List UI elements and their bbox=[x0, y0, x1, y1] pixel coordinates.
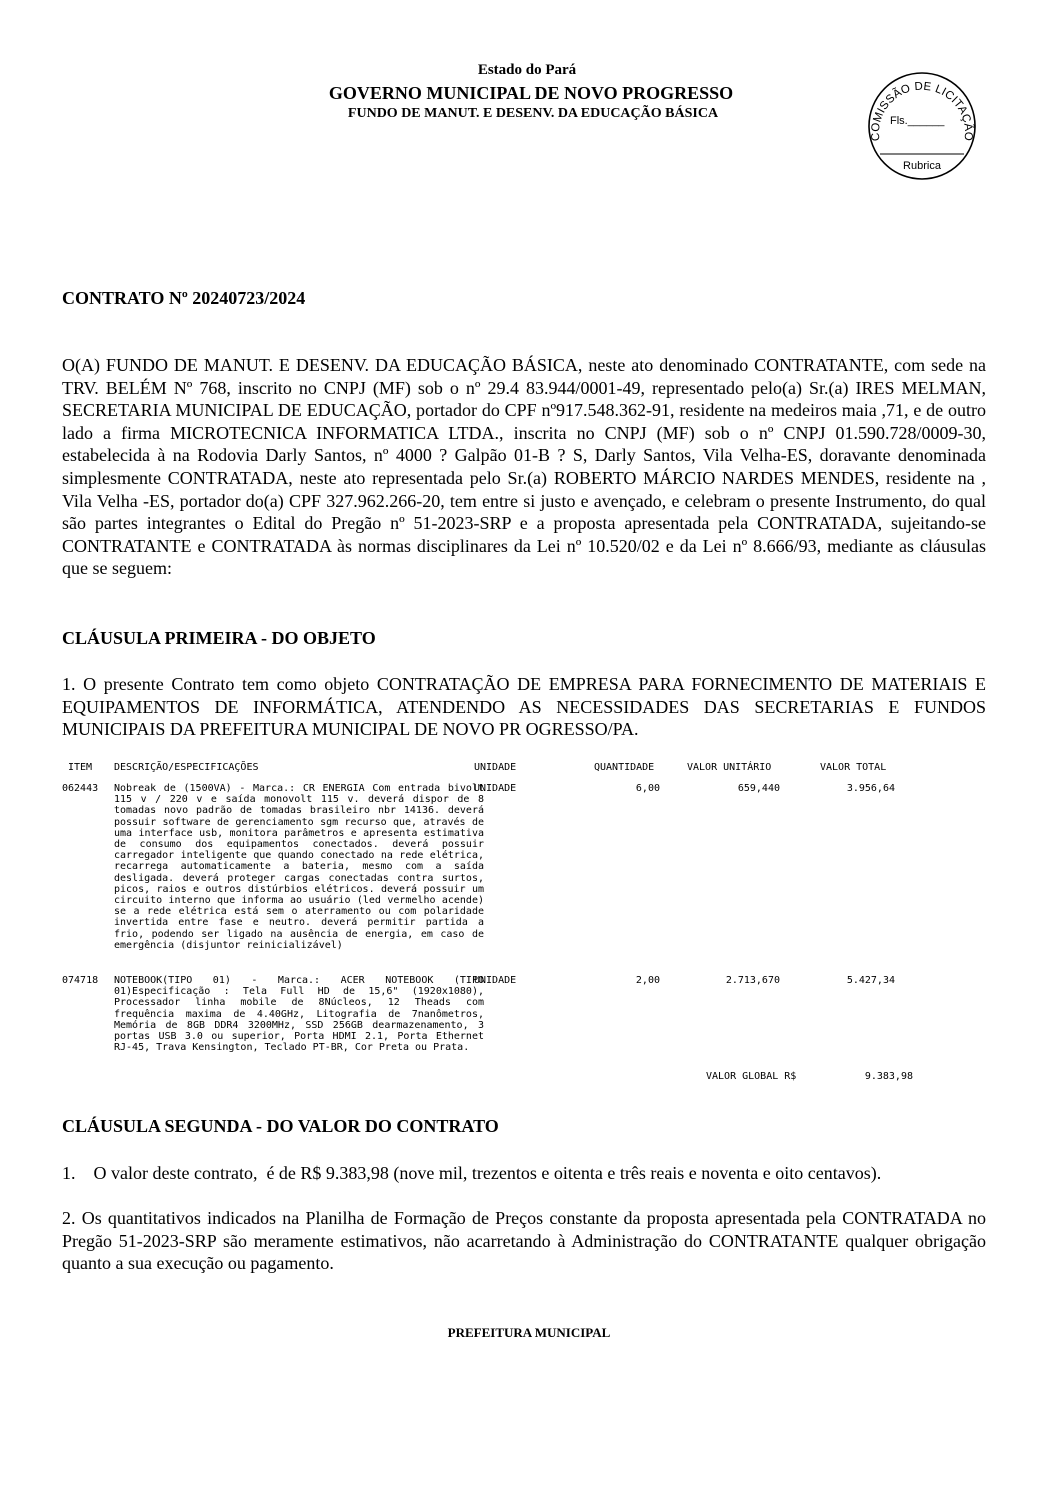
row-item-code: 062443 bbox=[62, 783, 99, 794]
col-header-total: VALOR TOTAL bbox=[820, 762, 887, 773]
svg-text:COMISSÃO DE LICITAÇÃO bbox=[870, 81, 975, 142]
col-header-unit: UNIDADE bbox=[474, 762, 517, 773]
row-description: Nobreak de (1500VA) - Marca.: CR ENERGIA Com entrada bivolt 115 v / 220 v e saída monovolt 115 v. deverá dispor de 8 tomadas novo padrão de tomadas brasileiro nbr 14136. deverá possuir software de gerenciamento sgm recurso que, através de uma interface usb, monitora parâmetros e apresenta estimativa de consumo dos equipamentos conectados. deverá possuir carregador inteligente que quando conectado na rede elétrica, recarrega automaticamente a bateria, mesmo com a saída desligada. deverá proteger cargas conectadas contra surtos, picos, raios e outros distúrbios elétricos. deverá possuir um circuito interno que informa ao usuário (led vermelho acende) se a rede elétrica está sem o aterramento ou com polaridade invertida entre fase e neutro. deverá permitir partida a frio, podendo ser ligado na ausência de energia, em caso de emergência (disjuntor reinicializável) bbox=[114, 783, 484, 951]
stamp-fls-label: Fls.______ bbox=[890, 115, 945, 127]
col-header-item: ITEM bbox=[68, 762, 93, 773]
page-footer: PREFEITURA MUNICIPAL bbox=[447, 1325, 611, 1340]
intro-paragraph: O(A) FUNDO DE MANUT. E DESENV. DA EDUCAÇÃO BÁSICA, neste ato denominado CONTRATANTE, com sede na TRV. BELÉM Nº 768, inscrito no CNPJ (MF) sob o nº 29.4 83.944/0001-49, representado pelo(a) Sr.(a) IRES MELMAN, SECRETARIA MUNICIPAL DE EDUCAÇÃO, portador do CPF nº917.548.362-91, residente na medeiros maia ,71, e de outro lado a firma MICROTECNICA INFORMATICA LTDA., inscrita no CNPJ (MF) sob o nº CNPJ 01.590.728/0009-30, estabelecida à na Rodovia Darly Santos, nº 4000 ? Galpão 01-B ? S, Darly Santos, Vila Velha-ES, doravante denominada simplesmente CONTRATADA, neste ato representada pelo Sr.(a) ROBERTO MÁRCIO NARDES MENDES, residente na , Vila Velha -ES, portador do(a) CPF 327.962.266-20, tem entre si justo e avençado, e celebram o presente Instrumento, do qual são partes integrantes o Edital do Pregão nº 51-2023-SRP e a proposta apresentada pela CONTRATADA, sujeitando-se CONTRATANTE e CONTRATADA às normas disciplinares da Lei nº 10.520/02 e da Lei nº 8.666/93, mediante as cláusulas que se seguem: bbox=[62, 355, 986, 579]
clause2-paragraph-2: 2. Os quantitativos indicados na Planilha de Formação de Preços constante da proposta apresentada pela CONTRATADA no Pregão 51-2023-SRP são meramente estimativos, não acarretando à Administração do CONTRATANTE qualquer obrigação quanto a sua execução ou pagamento. bbox=[62, 1208, 986, 1274]
row-quantity: 6,00 bbox=[635, 783, 660, 794]
row-item-code: 074718 bbox=[62, 975, 99, 986]
global-value-label: VALOR GLOBAL R$ bbox=[706, 1071, 797, 1082]
header-government: GOVERNO MUNICIPAL DE NOVO PROGRESSO bbox=[328, 83, 734, 103]
row-unit: UNIDADE bbox=[474, 975, 517, 986]
row-total: 5.427,34 bbox=[846, 975, 895, 986]
stamp-ring-text: COMISSÃO DE LICITAÇÃO bbox=[869, 80, 975, 142]
header-fund: FUNDO DE MANUT. E DESENV. DA EDUCAÇÃO BÁSICA bbox=[347, 106, 719, 121]
clause2-paragraph-1: 1. O valor deste contrato, é de R$ 9.383,98 (nove mil, trezentos e oitenta e três reais e noventa e oito centavos). bbox=[62, 1163, 882, 1183]
global-value: 9.383,98 bbox=[864, 1071, 913, 1082]
header-state: Estado do Pará bbox=[477, 62, 577, 78]
row-total: 3.956,64 bbox=[846, 783, 895, 794]
clause2-title: CLÁUSULA SEGUNDA - DO VALOR DO CONTRATO bbox=[62, 1116, 499, 1136]
row-unit: UNIDADE bbox=[474, 783, 517, 794]
row-unit-price: 659,440 bbox=[737, 783, 780, 794]
row-unit-price: 2.713,670 bbox=[725, 975, 780, 986]
commission-stamp bbox=[866, 70, 978, 182]
stamp-rubrica-label: Rubrica bbox=[903, 160, 941, 172]
col-header-unit-price: VALOR UNITÁRIO bbox=[687, 762, 772, 773]
row-quantity: 2,00 bbox=[635, 975, 660, 986]
col-header-quantity: QUANTIDADE bbox=[594, 762, 655, 773]
clause1-title: CLÁUSULA PRIMEIRA - DO OBJETO bbox=[62, 628, 376, 648]
row-description: NOTEBOOK(TIPO 01) - Marca.: ACER NOTEBOOK (TIPO 01)Especificação : Tela Full HD de 15,6" (1920x1080), Processador linha mobile de 8Núcleos, 12 Theads com frequência maxima de 4.40GHz, Litografia de 7nanômetros, Memória de 8GB DDR4 3200MHz, SSD 256GB dearmazenamento, 3 portas USB 3.0 ou superior, Porta HDMI 2.1, Porta Ethernet RJ-45, Trava Kensington, Teclado PT-BR, Cor Preta ou Prata. bbox=[114, 975, 484, 1054]
contract-title: CONTRATO Nº 20240723/2024 bbox=[62, 288, 306, 308]
clause1-text: 1. O presente Contrato tem como objeto CONTRATAÇÃO DE EMPRESA PARA FORNECIMENTO DE MATERIAIS E EQUIPAMENTOS DE INFORMÁTICA, ATENDENDO AS NECESSIDADES DAS SECRETARIAS E FUNDOS MUNICIPAIS DA PREFEITURA MUNICIPAL DE NOVO PR OGRESSO/PA. bbox=[62, 674, 986, 740]
col-header-description: DESCRIÇÃO/ESPECIFICAÇÕES bbox=[114, 762, 259, 773]
